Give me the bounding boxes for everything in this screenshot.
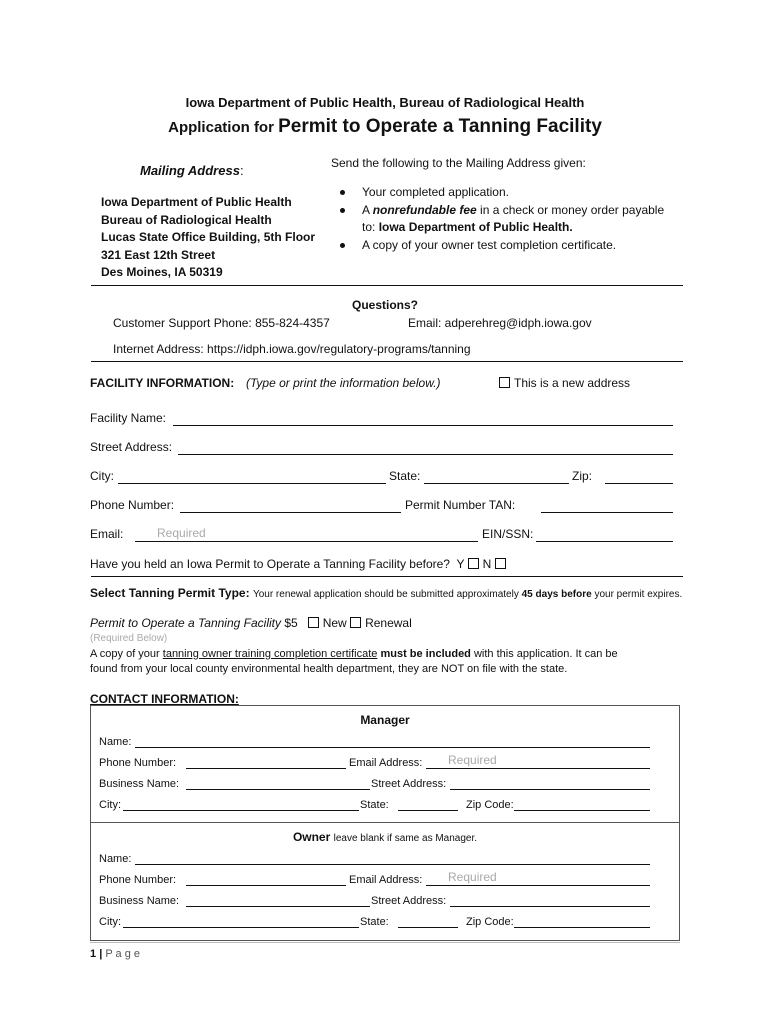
bullet-icon	[340, 190, 345, 195]
contact-heading: CONTACT INFORMATION:	[90, 692, 239, 706]
manager-title: Manager	[360, 713, 410, 727]
new-address-checkbox[interactable]	[499, 377, 510, 388]
questions-heading: Questions?	[351, 298, 418, 312]
mailing-line: 321 East 12th Street	[101, 247, 216, 262]
manager-phone-label: Phone Number:	[99, 757, 177, 769]
manager-state-field[interactable]	[398, 796, 458, 811]
manager-name-field[interactable]	[135, 733, 650, 748]
previous-permit-no-checkbox[interactable]	[495, 558, 506, 569]
manager-city-label: City:	[99, 799, 121, 811]
mailing-line: Lucas State Office Building, 5th Floor	[101, 230, 316, 244]
document-title	[0, 116, 770, 138]
owner-business-label: Business Name:	[99, 895, 180, 907]
owner-phone-field[interactable]	[186, 871, 346, 886]
street-address-field[interactable]	[178, 440, 673, 455]
owner-name-field[interactable]	[135, 850, 650, 865]
support-email: Email: adperehreg@idph.iowa.gov	[408, 316, 592, 330]
owner-phone-input[interactable]	[186, 871, 346, 885]
bullet-fee-line2: to: Iowa Department of Public Health.	[362, 220, 573, 234]
manager-phone-field[interactable]	[186, 754, 346, 769]
support-phone: Customer Support Phone: 855-824-4357	[113, 316, 330, 330]
facility-name-input[interactable]	[173, 411, 673, 425]
owner-name-label: Name:	[99, 853, 132, 865]
manager-street-input[interactable]	[450, 775, 650, 789]
footer-rule	[90, 942, 680, 943]
manager-name-input[interactable]	[135, 733, 650, 747]
phone-input[interactable]	[180, 498, 401, 512]
city-input[interactable]	[118, 469, 386, 483]
manager-street-label: Street Address:	[371, 778, 447, 790]
send-intro: Send the following to the Mailing Address given:	[331, 156, 586, 170]
divider	[91, 361, 683, 362]
owner-email-label: Email Address:	[349, 874, 423, 886]
manager-zip-input[interactable]	[514, 796, 650, 810]
agency-title: Iowa Department of Public Health, Bureau of Radiological Health	[185, 95, 585, 110]
manager-zip-field[interactable]	[514, 796, 650, 811]
facility-heading: FACILITY INFORMATION:	[90, 376, 235, 390]
bullet-icon	[340, 208, 345, 213]
street-address-label: Street Address:	[90, 440, 173, 454]
bullet-certificate: A copy of your owner test completion certificate.	[362, 238, 617, 252]
phone-label: Phone Number:	[90, 498, 175, 512]
owner-name-input[interactable]	[135, 850, 650, 864]
permit-number-field[interactable]	[541, 498, 673, 513]
manager-email-label: Email Address:	[349, 757, 423, 769]
previous-permit-question: Have you held an Iowa Permit to Operate a Tanning Facility before? Y N	[90, 557, 510, 571]
title-prefix: Application for	[168, 119, 279, 136]
state-field[interactable]	[424, 469, 569, 484]
contact-divider	[90, 822, 680, 823]
owner-phone-label: Phone Number:	[99, 874, 177, 886]
facility-name-field[interactable]	[173, 411, 673, 426]
manager-business-field[interactable]	[186, 775, 370, 790]
facility-instruction: (Type or print the information below.)	[246, 376, 441, 390]
permit-type-row: Permit to Operate a Tanning Facility $5 New Renewal	[90, 616, 412, 630]
bullet-fee: A nonrefundable fee in a check or money order payable	[362, 203, 665, 217]
owner-street-input[interactable]	[450, 892, 650, 906]
permit-renewal-checkbox[interactable]	[350, 617, 361, 628]
required-below-note: (Required Below)	[90, 633, 168, 644]
owner-title: Owner leave blank if same as Manager.	[292, 830, 478, 844]
new-address-option: This is a new address	[499, 376, 630, 390]
manager-street-field[interactable]	[450, 775, 650, 790]
permit-number-input[interactable]	[541, 498, 673, 512]
bullet-application: Your completed application.	[362, 185, 509, 199]
city-label: City:	[90, 469, 114, 483]
ein-label: EIN/SSN:	[482, 527, 534, 541]
manager-email-field[interactable]	[426, 752, 650, 769]
owner-street-field[interactable]	[450, 892, 650, 907]
owner-business-input[interactable]	[186, 892, 370, 906]
owner-city-field[interactable]	[123, 913, 359, 928]
zip-label: Zip:	[572, 469, 593, 483]
owner-state-label: State:	[360, 916, 389, 928]
permit-new-checkbox[interactable]	[308, 617, 319, 628]
certificate-notice: A copy of your tanning owner training completion certificate must be included with this application. It can be	[90, 648, 618, 660]
state-input[interactable]	[424, 469, 569, 483]
owner-zip-input[interactable]	[514, 913, 650, 927]
mailing-line: Bureau of Radiological Health	[101, 212, 272, 227]
manager-business-label: Business Name:	[99, 778, 180, 790]
email-input[interactable]	[135, 524, 478, 541]
mailing-address-block	[101, 194, 315, 282]
manager-city-input[interactable]	[123, 796, 359, 810]
city-field[interactable]	[118, 469, 386, 484]
zip-field[interactable]	[605, 469, 673, 484]
divider	[91, 285, 683, 286]
ein-input[interactable]	[536, 527, 673, 541]
email-label: Email:	[90, 527, 124, 541]
manager-business-input[interactable]	[186, 775, 370, 789]
owner-email-field[interactable]	[426, 869, 650, 886]
manager-phone-input[interactable]	[186, 754, 346, 768]
mailing-line: Iowa Department of Public Health	[101, 195, 292, 209]
previous-permit-yes-checkbox[interactable]	[468, 558, 479, 569]
street-address-input[interactable]	[178, 440, 673, 454]
manager-email-input[interactable]	[426, 752, 650, 768]
owner-city-input[interactable]	[123, 913, 359, 927]
certificate-link: tanning owner training completion certificate	[162, 648, 378, 660]
facility-name-label: Facility Name:	[90, 411, 167, 425]
owner-street-label: Street Address:	[371, 895, 447, 907]
manager-state-label: State:	[360, 799, 389, 811]
internet-address: Internet Address: https://idph.iowa.gov/regulatory-programs/tanning	[113, 342, 471, 356]
certificate-notice-line2: found from your local county environmental health department, they are NOT on file with the state.	[90, 663, 568, 675]
permit-number-label: Permit Number TAN:	[405, 498, 516, 512]
manager-city-field[interactable]	[123, 796, 359, 811]
bullet-icon	[340, 243, 345, 248]
owner-city-label: City:	[99, 916, 121, 928]
owner-state-field[interactable]	[398, 913, 458, 928]
manager-zip-label: Zip Code:	[466, 799, 514, 811]
page-footer: 1 | P a g e	[90, 948, 140, 960]
phone-field[interactable]	[180, 498, 401, 513]
email-field[interactable]	[135, 524, 478, 542]
permit-type-heading: Select Tanning Permit Type: Your renewal application should be submitted approximately 45 days before your permit expires.	[90, 586, 683, 600]
ein-field[interactable]	[536, 527, 673, 542]
owner-zip-label: Zip Code:	[466, 916, 514, 928]
owner-business-field[interactable]	[186, 892, 370, 907]
owner-email-input[interactable]	[426, 869, 650, 885]
owner-zip-field[interactable]	[514, 913, 650, 928]
state-label: State:	[389, 469, 421, 483]
manager-state-input[interactable]	[398, 796, 458, 810]
manager-name-label: Name:	[99, 736, 132, 748]
mailing-label: Mailing Address:	[140, 163, 244, 178]
mailing-line: Des Moines, IA 50319	[101, 265, 223, 279]
divider	[91, 576, 683, 577]
title-main: Permit to Operate a Tanning Facility	[278, 116, 602, 137]
owner-state-input[interactable]	[398, 913, 458, 927]
zip-input[interactable]	[605, 469, 673, 483]
